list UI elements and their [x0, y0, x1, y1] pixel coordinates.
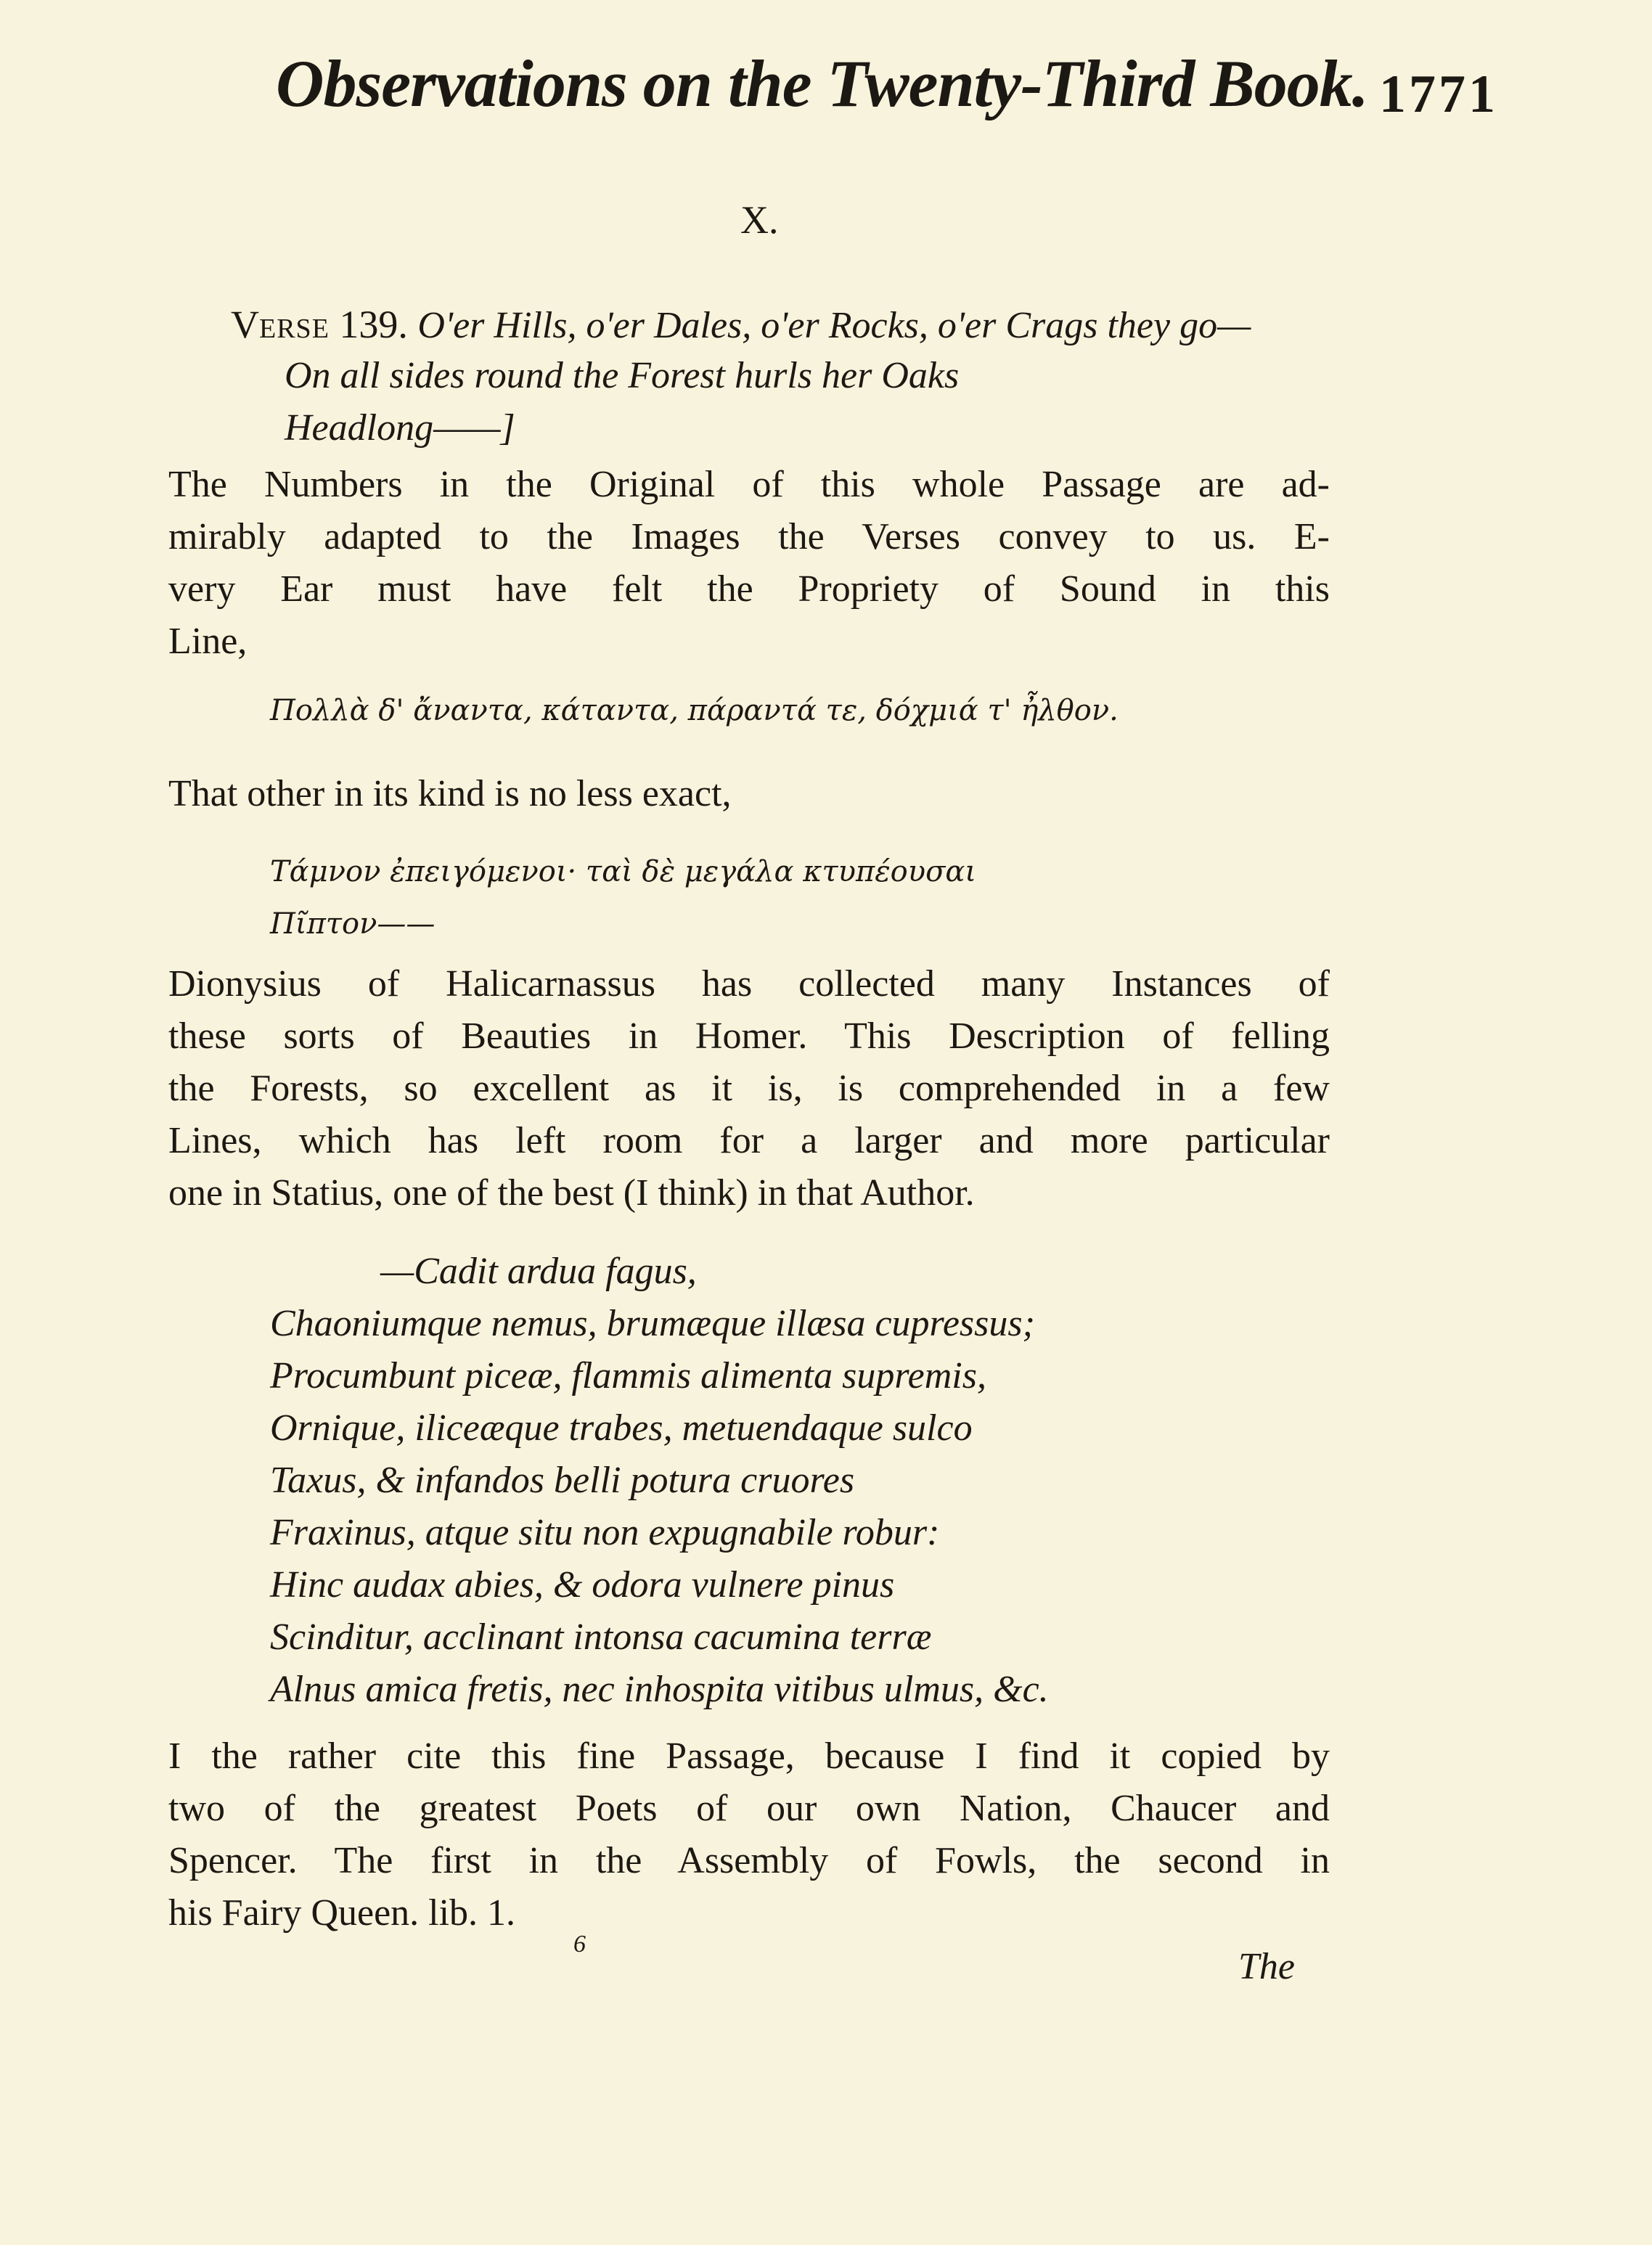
text-line: these sorts of Beauties in Homer. This Description of felling [168, 1015, 1330, 1057]
paragraph-dionysius [168, 958, 1330, 1219]
text-line: two of the greatest Poets of our own Nation, Chaucer and [168, 1788, 1330, 1829]
verse-label-rest: ERSE [259, 314, 330, 344]
latin-verse-line: Chaoniumque nemus, brumæque illæsa cupressus; [270, 1303, 1035, 1344]
latin-verse-line: Hinc audax abies, & odora vulnere pinus [270, 1564, 895, 1606]
section-number: X. [740, 198, 779, 242]
latin-verse-line: Scinditur, acclinant intonsa cacumina terræ [270, 1616, 932, 1658]
running-head-title: Observations on the Twenty-Third Book. [276, 46, 1368, 120]
signature-mark: 6 [573, 1931, 586, 1958]
text-line: the Forests, so excellent as it is, is comprehended in a few [168, 1068, 1330, 1109]
verse-quote-line1: O'er Hills, o'er Dales, o'er Rocks, o'er Crags they go— [417, 305, 1251, 346]
text-line: Dionysius of Halicarnassus has collected many Instances of [168, 963, 1330, 1005]
greek-quote-line: Τάμνον ἐπειγόμενοι· ταὶ δὲ μεγάλα κτυπέουσαι [270, 855, 977, 888]
latin-verse-line: Procumbunt piceæ, flammis alimenta supremis, [270, 1355, 986, 1397]
text-line: very Ear must have felt the Propriety of Sound in this [168, 568, 1330, 610]
text-line: Lines, which has left room for a larger and more particular [168, 1120, 1330, 1161]
catchword: The [1238, 1946, 1295, 1987]
latin-verse-line: —Cadit ardua fagus, [380, 1251, 697, 1292]
text-line: Line, [168, 621, 248, 662]
text-line: The Numbers in the Original of this whole Passage are ad- [168, 464, 1330, 505]
greek-quote-line: Πῖπτον—— [270, 907, 436, 941]
latin-verse-line: Alnus amica fretis, nec inhospita vitibus ulmus, &c. [270, 1669, 1049, 1710]
latin-verse-line: Ornique, iliceæque trabes, metuendaque sulco [270, 1407, 973, 1449]
text-line: I the rather cite this fine Passage, because I find it copied by [168, 1735, 1330, 1777]
verse-citation [231, 302, 1251, 347]
paragraph-numbers [168, 459, 1330, 668]
paragraph-chaucer [168, 1730, 1330, 1939]
verse-number: 139. [339, 303, 408, 346]
text-line: his Fairy Queen. lib. 1. [168, 1892, 516, 1934]
paragraph-exact [168, 768, 1330, 820]
page-number: 1771 [1379, 65, 1498, 124]
verse-label-cap: V [231, 303, 259, 346]
verse-quote-line3: Headlong——] [285, 407, 515, 449]
text-line: one in Statius, one of the best (I think) in that Author. [168, 1172, 975, 1214]
latin-verse-line: Taxus, & infandos belli potura cruores [270, 1460, 855, 1501]
text-line: mirably adapted to the Images the Verses convey to us. E- [168, 516, 1330, 557]
text-line: Spencer. The first in the Assembly of Fowls, the second in [168, 1840, 1330, 1881]
greek-quote-line: Πολλὰ δ' ἄναντα, κάταντα, πάραντά τε, δόχμιά τ' ἦλθον. [270, 694, 1119, 727]
latin-verse-line: Fraxinus, atque situ non expugnabile robur: [270, 1512, 940, 1553]
verse-quote-line2: On all sides round the Forest hurls her Oaks [285, 355, 960, 396]
text-line: That other in its kind is no less exact, [168, 773, 732, 814]
